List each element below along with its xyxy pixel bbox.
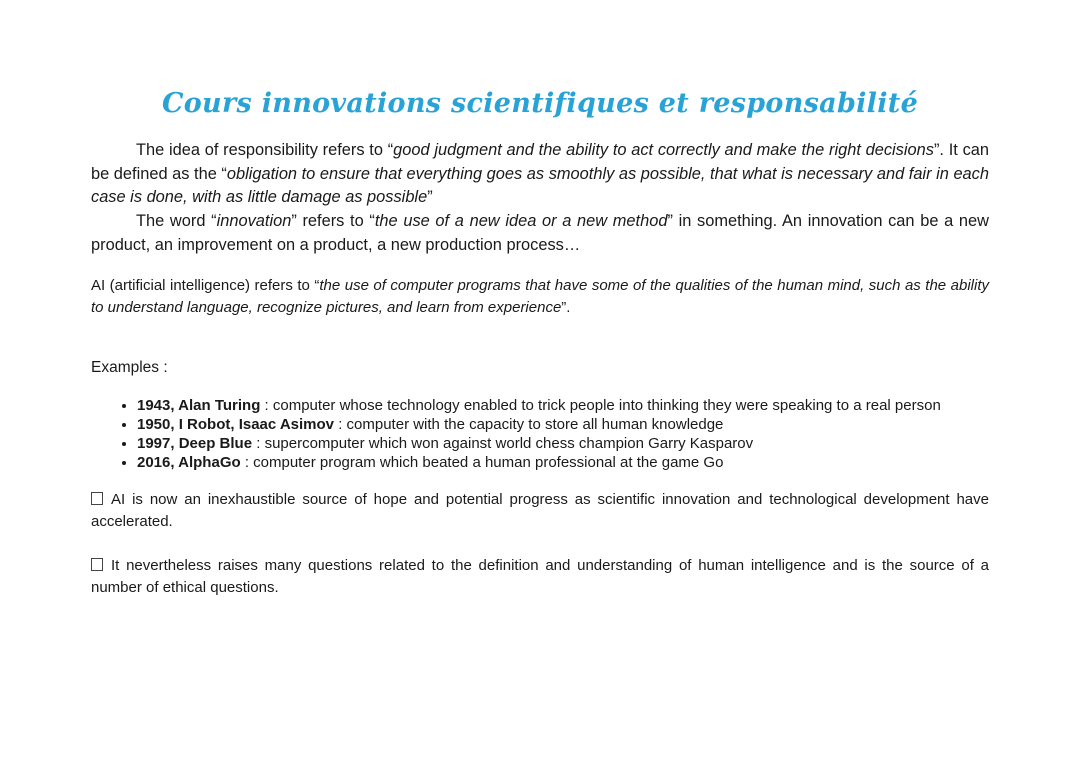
- quote-definition: the use of computer programs that have some of the qualities of the human mind, such as the ability to understand language, recognize pictures, and learn from experience: [91, 276, 989, 316]
- examples-list: [91, 396, 989, 472]
- example-text: : computer with the capacity to store all human knowledge: [334, 415, 724, 433]
- list-item: [137, 415, 989, 434]
- example-title: 1943, Alan Turing: [137, 396, 261, 414]
- text-run: AI (artificial intelligence) refers to “: [91, 276, 320, 294]
- text-run: ”. It can be defined as the “: [91, 141, 989, 183]
- example-title: 1950, I Robot, Isaac Asimov: [137, 415, 335, 433]
- responsibility-paragraph: [91, 139, 989, 210]
- text-run: ” refers to “: [291, 212, 375, 231]
- ai-questions-note: [91, 555, 989, 599]
- checkbox-square-icon: [91, 492, 103, 505]
- text-run: The word “: [136, 212, 217, 231]
- quote-definition: obligation to ensure that everything goes as smoothly as possible, that what is necessary and fair in each case is done, with as little damage as possible: [91, 164, 989, 207]
- list-item: [137, 434, 989, 453]
- quote-term: innovation: [216, 212, 292, 231]
- text-run: ”.: [561, 298, 571, 316]
- ai-hope-note: [91, 489, 989, 533]
- example-text: : computer whose technology enabled to trick people into thinking they were speaking to a real person: [260, 396, 941, 414]
- text-run: ”: [427, 188, 433, 207]
- examples-heading: Examples :: [91, 358, 168, 376]
- page-title: Cours innovations scientifiques et responsabilité: [161, 88, 919, 119]
- text-run: ” in something. An innovation can be a new product, an improvement on a product, a new production process…: [91, 212, 989, 254]
- example-title: 1997, Deep Blue: [137, 434, 253, 452]
- quote-definition: the use of a new idea or a new method: [374, 212, 668, 231]
- example-text: : supercomputer which won against world chess champion Garry Kasparov: [252, 434, 754, 452]
- note-text: It nevertheless raises many questions related to the definition and understanding of human intelligence and is the source of a number of ethical questions.: [91, 556, 989, 596]
- list-item: [137, 453, 989, 472]
- ai-definition-paragraph: [91, 275, 989, 319]
- text-run: The idea of responsibility refers to “: [136, 141, 394, 159]
- document-page: [91, 88, 989, 599]
- note-text: AI is now an inexhaustible source of hope and potential progress as scientific innovation and technological development have accelerated.: [91, 490, 989, 530]
- list-item: [137, 396, 989, 415]
- checkbox-square-icon: [91, 558, 103, 571]
- quote-definition: good judgment and the ability to act correctly and make the right decisions: [393, 141, 934, 159]
- example-title: 2016, AlphaGo: [137, 453, 241, 471]
- example-text: : computer program which beated a human professional at the game Go: [240, 453, 724, 471]
- innovation-paragraph: [91, 210, 989, 257]
